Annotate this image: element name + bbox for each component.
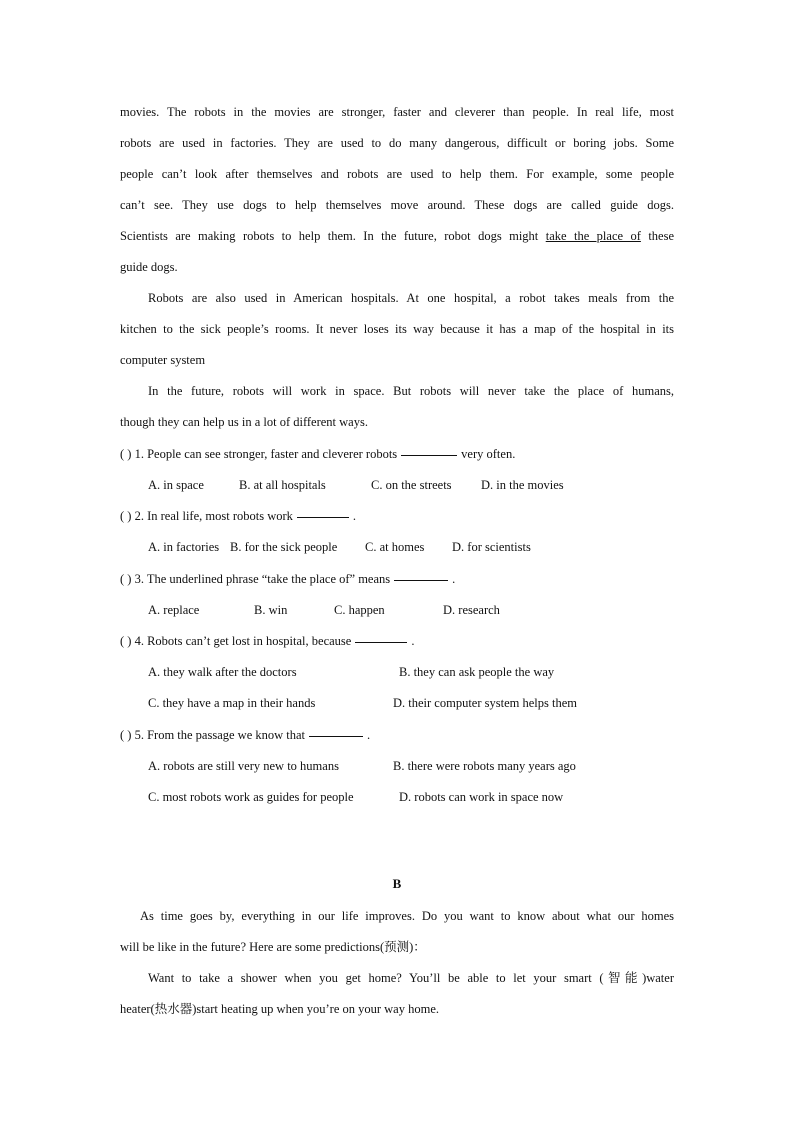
option-b[interactable]: B. for the sick people xyxy=(230,540,338,554)
question-tail: . xyxy=(452,572,456,586)
answer-blank xyxy=(355,641,407,643)
question-stem: 3. The underlined phrase “take the place of” means xyxy=(134,572,391,586)
option-b[interactable]: B. at all hospitals xyxy=(239,478,326,492)
answer-paren[interactable]: ( ) xyxy=(120,509,132,523)
option-a[interactable]: A. replace xyxy=(148,603,200,617)
option-c[interactable]: C. happen xyxy=(334,603,385,617)
passage-a-line-2: robots are used in factories. They are used to do many dangerous, difficult or boring jobs. Some xyxy=(120,136,674,150)
option-c[interactable]: C. they have a map in their hands xyxy=(148,696,316,710)
question-5 xyxy=(120,728,370,743)
question-tail: very often. xyxy=(461,447,516,461)
option-a[interactable]: A. robots are still very new to humans xyxy=(148,759,339,773)
question-stem: 4. Robots can’t get lost in hospital, because xyxy=(134,634,352,648)
option-a[interactable]: A. in space xyxy=(148,478,204,492)
question-stem: 5. From the passage we know that xyxy=(134,728,306,742)
question-stem: 1. People can see stronger, faster and cleverer robots xyxy=(134,447,398,461)
passage-a-line-1: movies. The robots in the movies are stronger, faster and cleverer than people. In real life, most xyxy=(120,105,674,119)
passage-a-line-3: people can’t look after themselves and robots are used to help them. For example, some people xyxy=(120,167,674,181)
option-a[interactable]: A. in factories xyxy=(148,540,220,554)
option-d[interactable]: D. research xyxy=(443,603,500,617)
option-c[interactable]: C. most robots work as guides for people xyxy=(148,790,354,804)
option-d[interactable]: D. in the movies xyxy=(481,478,564,492)
passage-a-line-4: can’t see. They use dogs to help themselves move around. These dogs are called guide dogs. xyxy=(120,198,674,212)
question-tail: . xyxy=(411,634,415,648)
passage-a-p3-line-2: though they can help us in a lot of different ways. xyxy=(120,415,368,429)
option-b[interactable]: B. there were robots many years ago xyxy=(393,759,576,773)
answer-paren[interactable]: ( ) xyxy=(120,634,132,648)
question-3 xyxy=(120,572,455,587)
passage-a-p2-line-2: kitchen to the sick people’s rooms. It never loses its way because it has a map of the hospital in its xyxy=(120,322,674,336)
answer-blank xyxy=(401,454,457,456)
question-stem: 2. In real life, most robots work xyxy=(134,509,293,523)
option-a[interactable]: A. they walk after the doctors xyxy=(148,665,297,679)
section-b-p2-line-2: heater(热水器)start heating up when you’re on your way home. xyxy=(120,1002,440,1016)
answer-blank xyxy=(309,735,363,737)
answer-paren[interactable]: ( ) xyxy=(120,447,132,461)
passage-a-line-5-text: Scientists are making robots to help them. In the future, robot dogs might xyxy=(120,229,539,243)
question-2 xyxy=(120,509,356,524)
section-b-p1-line-1: As time goes by, everything in our life improves. Do you want to know about what our homes xyxy=(140,909,674,923)
option-b[interactable]: B. they can ask people the way xyxy=(399,665,555,679)
option-c[interactable]: C. on the streets xyxy=(371,478,452,492)
option-d[interactable]: D. for scientists xyxy=(452,540,531,554)
passage-a-line-5-tail: these xyxy=(648,229,675,243)
section-b-p2-line-1: Want to take a shower when you get home? You’ll be able to let your smart (智能)water xyxy=(148,971,674,985)
passage-a-line-5 xyxy=(120,221,674,252)
underlined-phrase: take the place of xyxy=(545,229,641,243)
answer-blank xyxy=(297,516,349,518)
answer-paren[interactable]: ( ) xyxy=(120,572,132,586)
option-c[interactable]: C. at homes xyxy=(365,540,425,554)
option-b[interactable]: B. win xyxy=(254,603,288,617)
question-4 xyxy=(120,634,414,649)
section-b-heading: B xyxy=(392,876,402,891)
section-b-p1-line-2: will be like in the future? Here are some predictions(预测)： xyxy=(120,940,426,954)
answer-blank xyxy=(394,579,448,581)
passage-a-line-6: guide dogs. xyxy=(120,260,178,274)
question-1 xyxy=(120,447,515,462)
passage-a-p2-line-3: computer system xyxy=(120,353,206,367)
question-tail: . xyxy=(367,728,371,742)
option-d[interactable]: D. robots can work in space now xyxy=(399,790,564,804)
answer-paren[interactable]: ( ) xyxy=(120,728,132,742)
question-tail: . xyxy=(352,509,357,523)
option-d[interactable]: D. their computer system helps them xyxy=(393,696,577,710)
passage-a-p3-line-1: In the future, robots will work in space. But robots will never take the place of humans, xyxy=(148,384,674,398)
passage-a-p2-line-1: Robots are also used in American hospitals. At one hospital, a robot takes meals from the xyxy=(148,291,674,305)
